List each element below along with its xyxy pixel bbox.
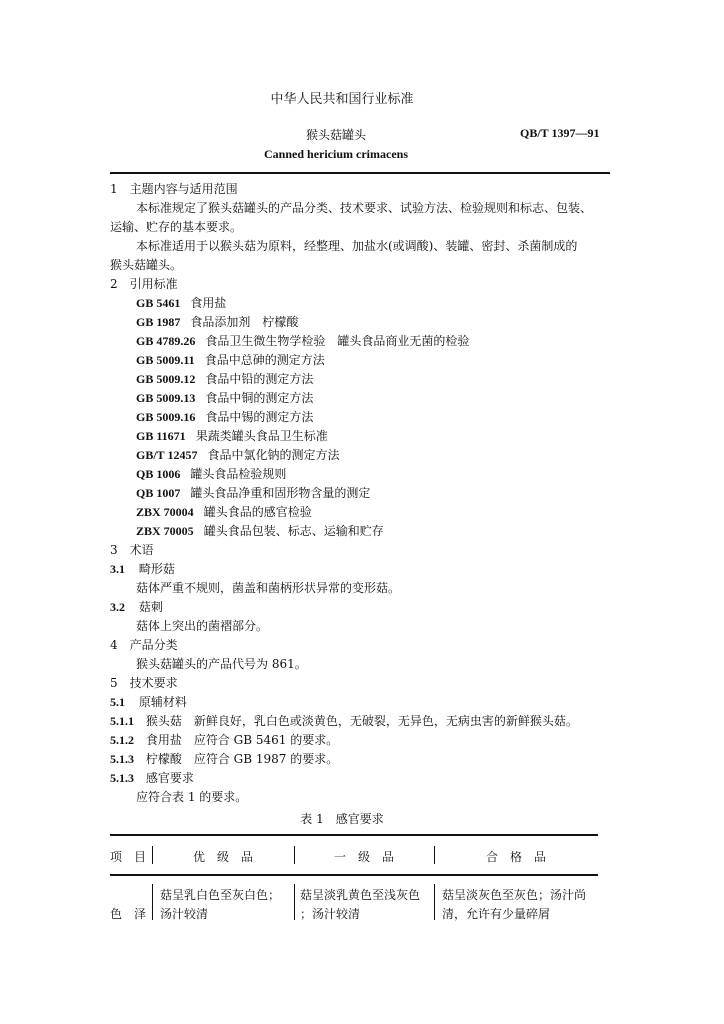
reference-title: 食用盐 (190, 296, 227, 310)
reference-code: ZBX 70004 (136, 505, 194, 519)
table-col-divider (294, 884, 295, 920)
section-5-1-3b-para: 应符合表 1 的要求。 (136, 790, 248, 804)
reference-title: 食品中总砷的测定方法 (204, 353, 325, 367)
section-number: 3.1 (110, 562, 125, 576)
section-5-1-1 (110, 712, 578, 731)
section-title: 原辅材料 (138, 695, 187, 709)
table-header-first-grade: 一 级 品 (333, 850, 394, 864)
section-number: 5.1.3 (110, 752, 134, 766)
reference-title: 食品卫生微生物学检验 罐头食品商业无菌的检验 (205, 334, 470, 348)
reference-title: 罐头食品包装、标志、运输和贮存 (203, 524, 384, 538)
reference-item (110, 465, 286, 484)
section-1-heading: 1 主题内容与适用范围 (110, 182, 238, 196)
table-cell: 汤汁较清 (160, 907, 209, 921)
reference-item (110, 351, 325, 370)
section-number: 5.1 (110, 695, 125, 709)
section-3-2-text: 菇体上突出的菌褶部分。 (136, 619, 269, 633)
reference-code: GB 1987 (136, 315, 181, 329)
section-3-1 (110, 560, 175, 579)
standard-code: QB/T 1397—91 (520, 126, 600, 140)
term-title: 菇刺 (138, 600, 163, 614)
table-caption: 表 1 感官要求 (300, 812, 384, 826)
table-cell: 清，允许有少量碎屑 (442, 907, 551, 921)
section-5-1-2 (110, 731, 338, 750)
section-3-heading: 3 术语 (110, 543, 154, 557)
section-text: 食用盐 应符合 GB 5461 的要求。 (145, 733, 339, 747)
section-2-heading: 2 引用标准 (110, 277, 178, 291)
section-3-1-text: 菇体严重不规则，菌盖和菌柄形状异常的变形菇。 (136, 581, 401, 595)
reference-title: 罐头食品的感官检验 (203, 505, 312, 519)
reference-title: 食品添加剂 柠檬酸 (190, 315, 299, 329)
section-4-heading: 4 产品分类 (110, 638, 178, 652)
table-cell: ；汤汁较清 (300, 907, 361, 921)
reference-item (110, 313, 298, 332)
reference-item (110, 332, 469, 351)
section-text: 柠檬酸 应符合 GB 1987 的要求。 (145, 752, 339, 766)
reference-code: QB 1007 (136, 486, 181, 500)
reference-title: 罐头食品净重和固形物含量的测定 (190, 486, 371, 500)
table-top-rule (110, 834, 598, 836)
reference-item (110, 522, 384, 541)
reference-code: GB 5461 (136, 296, 181, 310)
reference-code: GB/T 12457 (136, 448, 198, 462)
reference-item (110, 484, 370, 503)
section-1-para-1a: 本标准规定了猴头菇罐头的产品分类、技术要求、试验方法、检验规则和标志、包装、 (136, 201, 593, 215)
reference-title: 食品中铅的测定方法 (205, 372, 314, 386)
section-text: 猴头菇 新鲜良好，乳白色或淡黄色，无破裂，无异色，无病虫害的新鲜猴头菇。 (145, 714, 578, 728)
section-1-para-2b: 猴头菇罐头。 (110, 258, 183, 272)
section-4-text: 猴头菇罐头的产品代号为 861。 (136, 657, 307, 671)
reference-code: QB 1006 (136, 467, 181, 481)
section-3-2 (110, 598, 163, 617)
table-cell: 菇呈乳白色至灰白色； (160, 888, 281, 902)
reference-code: GB 11671 (136, 429, 186, 443)
reference-item (110, 446, 339, 465)
section-1-para-2a: 本标准适用于以猴头菇为原料，经整理、加盐水(或调酸)、装罐、密封、杀菌制成的 (136, 239, 578, 253)
reference-item (110, 370, 313, 389)
reference-code: GB 4789.26 (136, 334, 196, 348)
reference-item (110, 389, 313, 408)
table-col-divider (152, 884, 153, 920)
section-5-1-3a (110, 750, 338, 769)
reference-item (110, 408, 313, 427)
section-text: 感官要求 (145, 771, 194, 785)
reference-code: GB 5009.16 (136, 410, 196, 424)
reference-code: ZBX 70005 (136, 524, 194, 538)
reference-code: GB 5009.12 (136, 372, 196, 386)
section-1-para-1b: 运输、贮存的基本要求。 (110, 220, 243, 234)
table-header-premium: 优 级 品 (192, 850, 253, 864)
standard-title-en: Canned hericium crimacens (264, 147, 408, 161)
table-cell: 菇呈淡乳黄色至浅灰色 (300, 888, 421, 902)
header-rule (110, 172, 610, 174)
org-title: 中华人民共和国行业标准 (270, 92, 414, 107)
reference-code: GB 5009.13 (136, 391, 196, 405)
table-row-label: 色 泽 (110, 907, 147, 921)
reference-item (110, 503, 312, 522)
table-col-divider (434, 884, 435, 920)
table-header-rule (110, 874, 598, 876)
table-cell: 菇呈淡灰色至灰色；汤汁尚 (442, 888, 587, 902)
section-5-1-3b (110, 769, 194, 788)
standard-title-cn: 猴头菇罐头 (306, 128, 367, 142)
reference-code: GB 5009.11 (136, 353, 195, 367)
section-number: 3.2 (110, 600, 125, 614)
reference-item (110, 427, 328, 446)
reference-title: 食品中氯化钠的测定方法 (207, 448, 340, 462)
reference-title: 果蔬类罐头食品卫生标准 (195, 429, 328, 443)
section-5-heading: 5 技术要求 (110, 676, 178, 690)
table-header-item: 项 目 (110, 850, 147, 864)
reference-title: 食品中锡的测定方法 (205, 410, 314, 424)
section-5-1 (110, 693, 187, 712)
reference-title: 罐头食品检验规则 (190, 467, 287, 481)
section-number: 5.1.1 (110, 714, 134, 728)
term-title: 畸形菇 (138, 562, 175, 576)
reference-title: 食品中铜的测定方法 (205, 391, 314, 405)
section-number: 5.1.2 (110, 733, 134, 747)
section-number: 5.1.3 (110, 771, 134, 785)
table-header-qualified: 合 格 品 (485, 850, 546, 864)
reference-item (110, 294, 226, 313)
